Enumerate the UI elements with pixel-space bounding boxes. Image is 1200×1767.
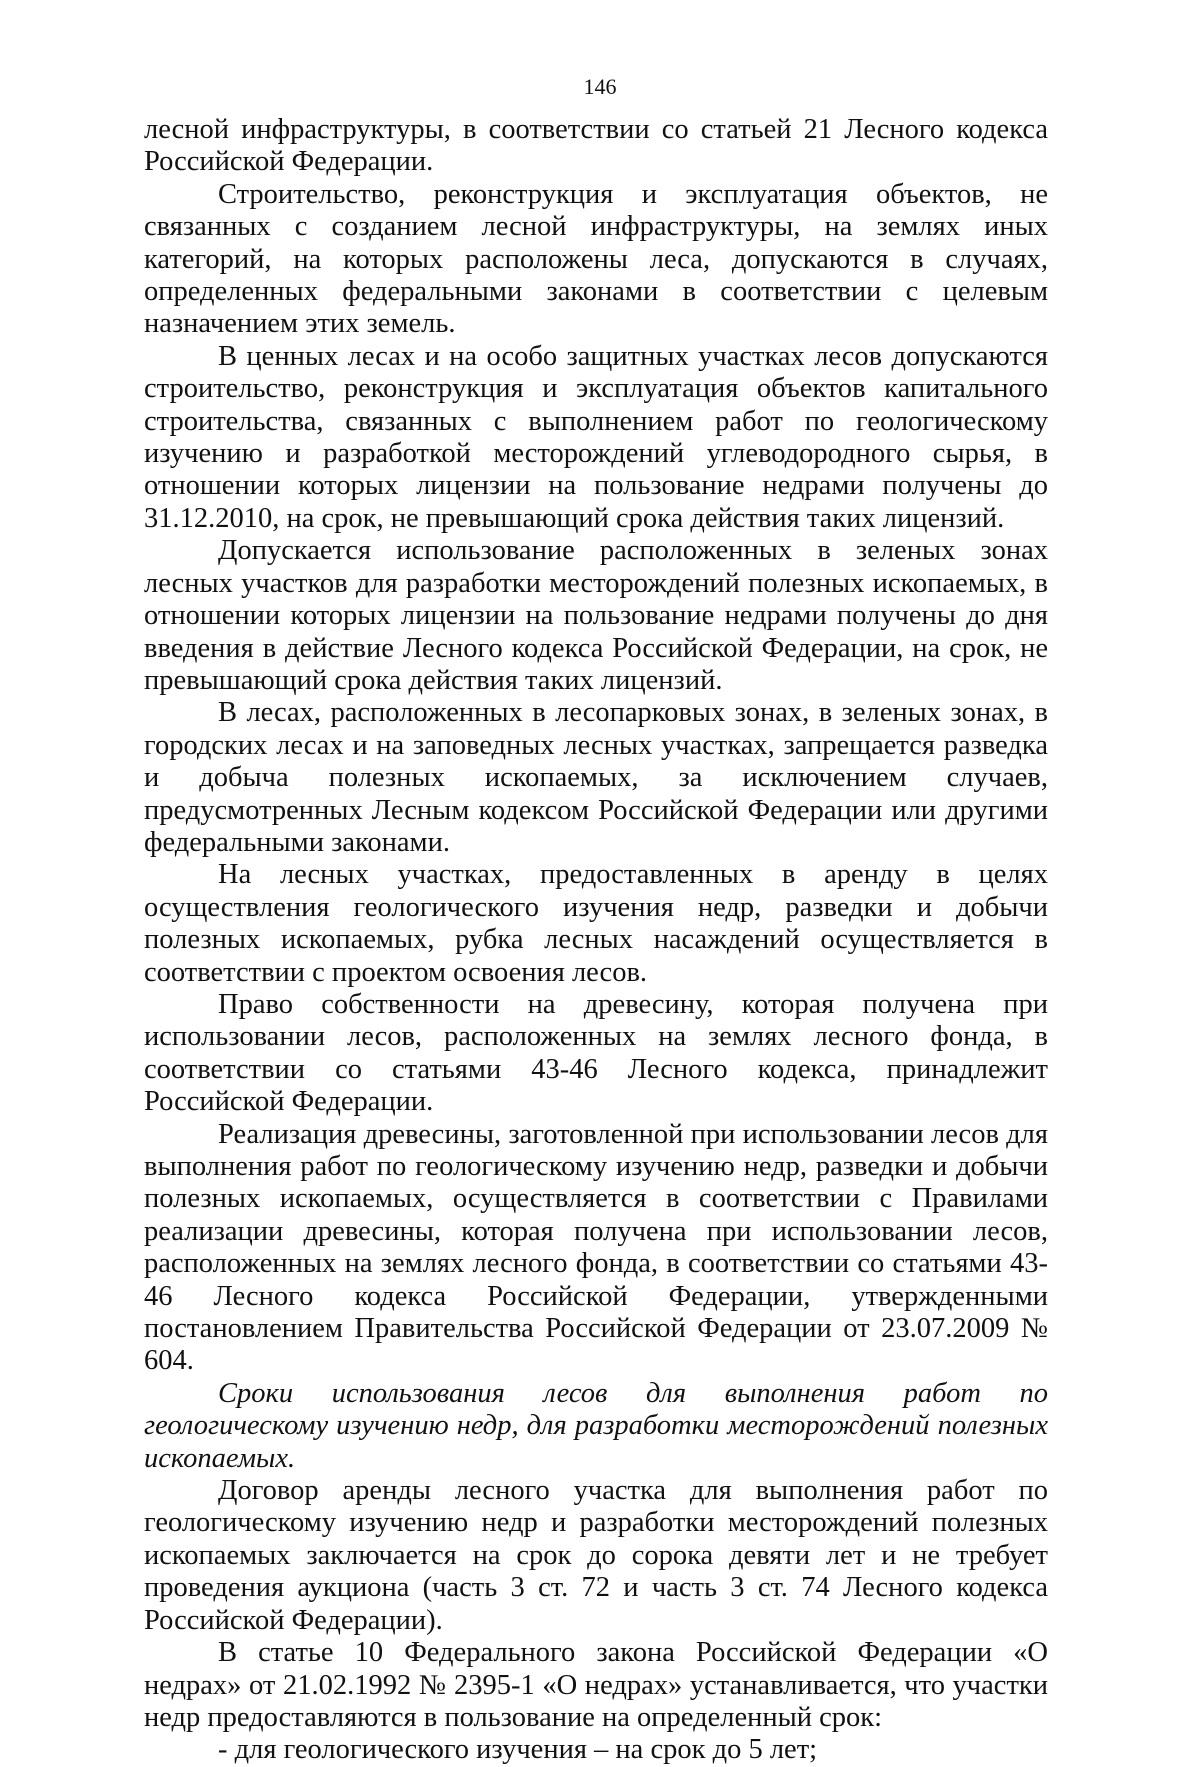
- document-body: [144, 114, 1048, 1767]
- page-number: 146: [583, 74, 617, 99]
- paragraph: В лесах, расположенных в лесопарковых зонах, в зеленых зонах, в городских лесах и на заповедных лесных участках, запрещается разведка и добыча полезных ископаемых, за исключением случаев, предусмотренных Лесным кодексом Российской Федерации или другими федеральными законами.: [144, 697, 1048, 858]
- paragraph: В статье 10 Федерального закона Российской Федерации «О недрах» от 21.02.1992 № 2395-1 «О недрах» устанавливается, что участки недр предоставляются в пользование на определенный срок:: [144, 1637, 1048, 1733]
- paragraph: Договор аренды лесного участка для выполнения работ по геологическому изучению недр и разработки месторождений полезных ископаемых заключается на срок до сорока девяти лет и не требует проведения аукциона (часть 3 ст. 72 и часть 3 ст. 74 Лесного кодекса Российской Федерации).: [144, 1475, 1048, 1636]
- paragraph: Строительство, реконструкция и эксплуатация объектов, не связанных с созданием лесной инфраструктуры, на землях иных категорий, на которых расположены леса, допускаются в случаях, определенных федеральными законами в соответствии с целевым назначением этих земель.: [144, 178, 1048, 340]
- paragraph: В ценных лесах и на особо защитных участках лесов допускаются строительство, реконструкция и эксплуатация объектов капитального строительства, связанных с выполнением работ по геологическому изучению и разработкой месторождений углеводородного сырья, в отношении которых лицензии на пользование недрами получены до 31.12.2010, на срок, не превышающий срока действия таких лицензий.: [144, 340, 1048, 534]
- paragraph: Допускается использование расположенных в зеленых зонах лесных участков для разработки месторождений полезных ископаемых, в отношении которых лицензии на пользование недрами получены до дня введения в действие Лесного кодекса Российской Федерации, на срок, не превышающий срока действия таких лицензий.: [144, 535, 1048, 696]
- paragraph: Реализация древесины, заготовленной при использовании лесов для выполнения работ по геологическому изучению недр, разведки и добычи полезных ископаемых, осуществляется в соответствии с Правилами реализации древесины, которая получена при использовании лесов, расположенных на землях лесного фонда, в соответствии со статьями 43-46 Лесного кодекса Российской Федерации, утвержденными постановлением Правительства Российской Федерации от 23.07.2009 № 604.: [144, 1118, 1048, 1377]
- paragraph: Право собственности на древесину, которая получена при использовании лесов, расположенных на землях лесного фонда, в соответствии со статьями 43-46 Лесного кодекса, принадлежит Российской Федерации.: [144, 988, 1048, 1118]
- paragraph-continuation: лесной инфраструктуры, в соответствии со статьей 21 Лесного кодекса Российской Федерации.: [144, 114, 1048, 178]
- paragraph: На лесных участках, предоставленных в аренду в целях осуществления геологического изучения недр, разведки и добычи полезных ископаемых, рубка лесных насаждений осуществляется в соответствии с проектом освоения лесов.: [144, 859, 1048, 988]
- section-heading: Сроки использования лесов для выполнения работ по геологическому изучению недр, для разработки месторождений полезных ископаемых.: [144, 1377, 1048, 1474]
- list-item: - для геологического изучения – на срок до 5 лет;: [218, 1734, 818, 1766]
